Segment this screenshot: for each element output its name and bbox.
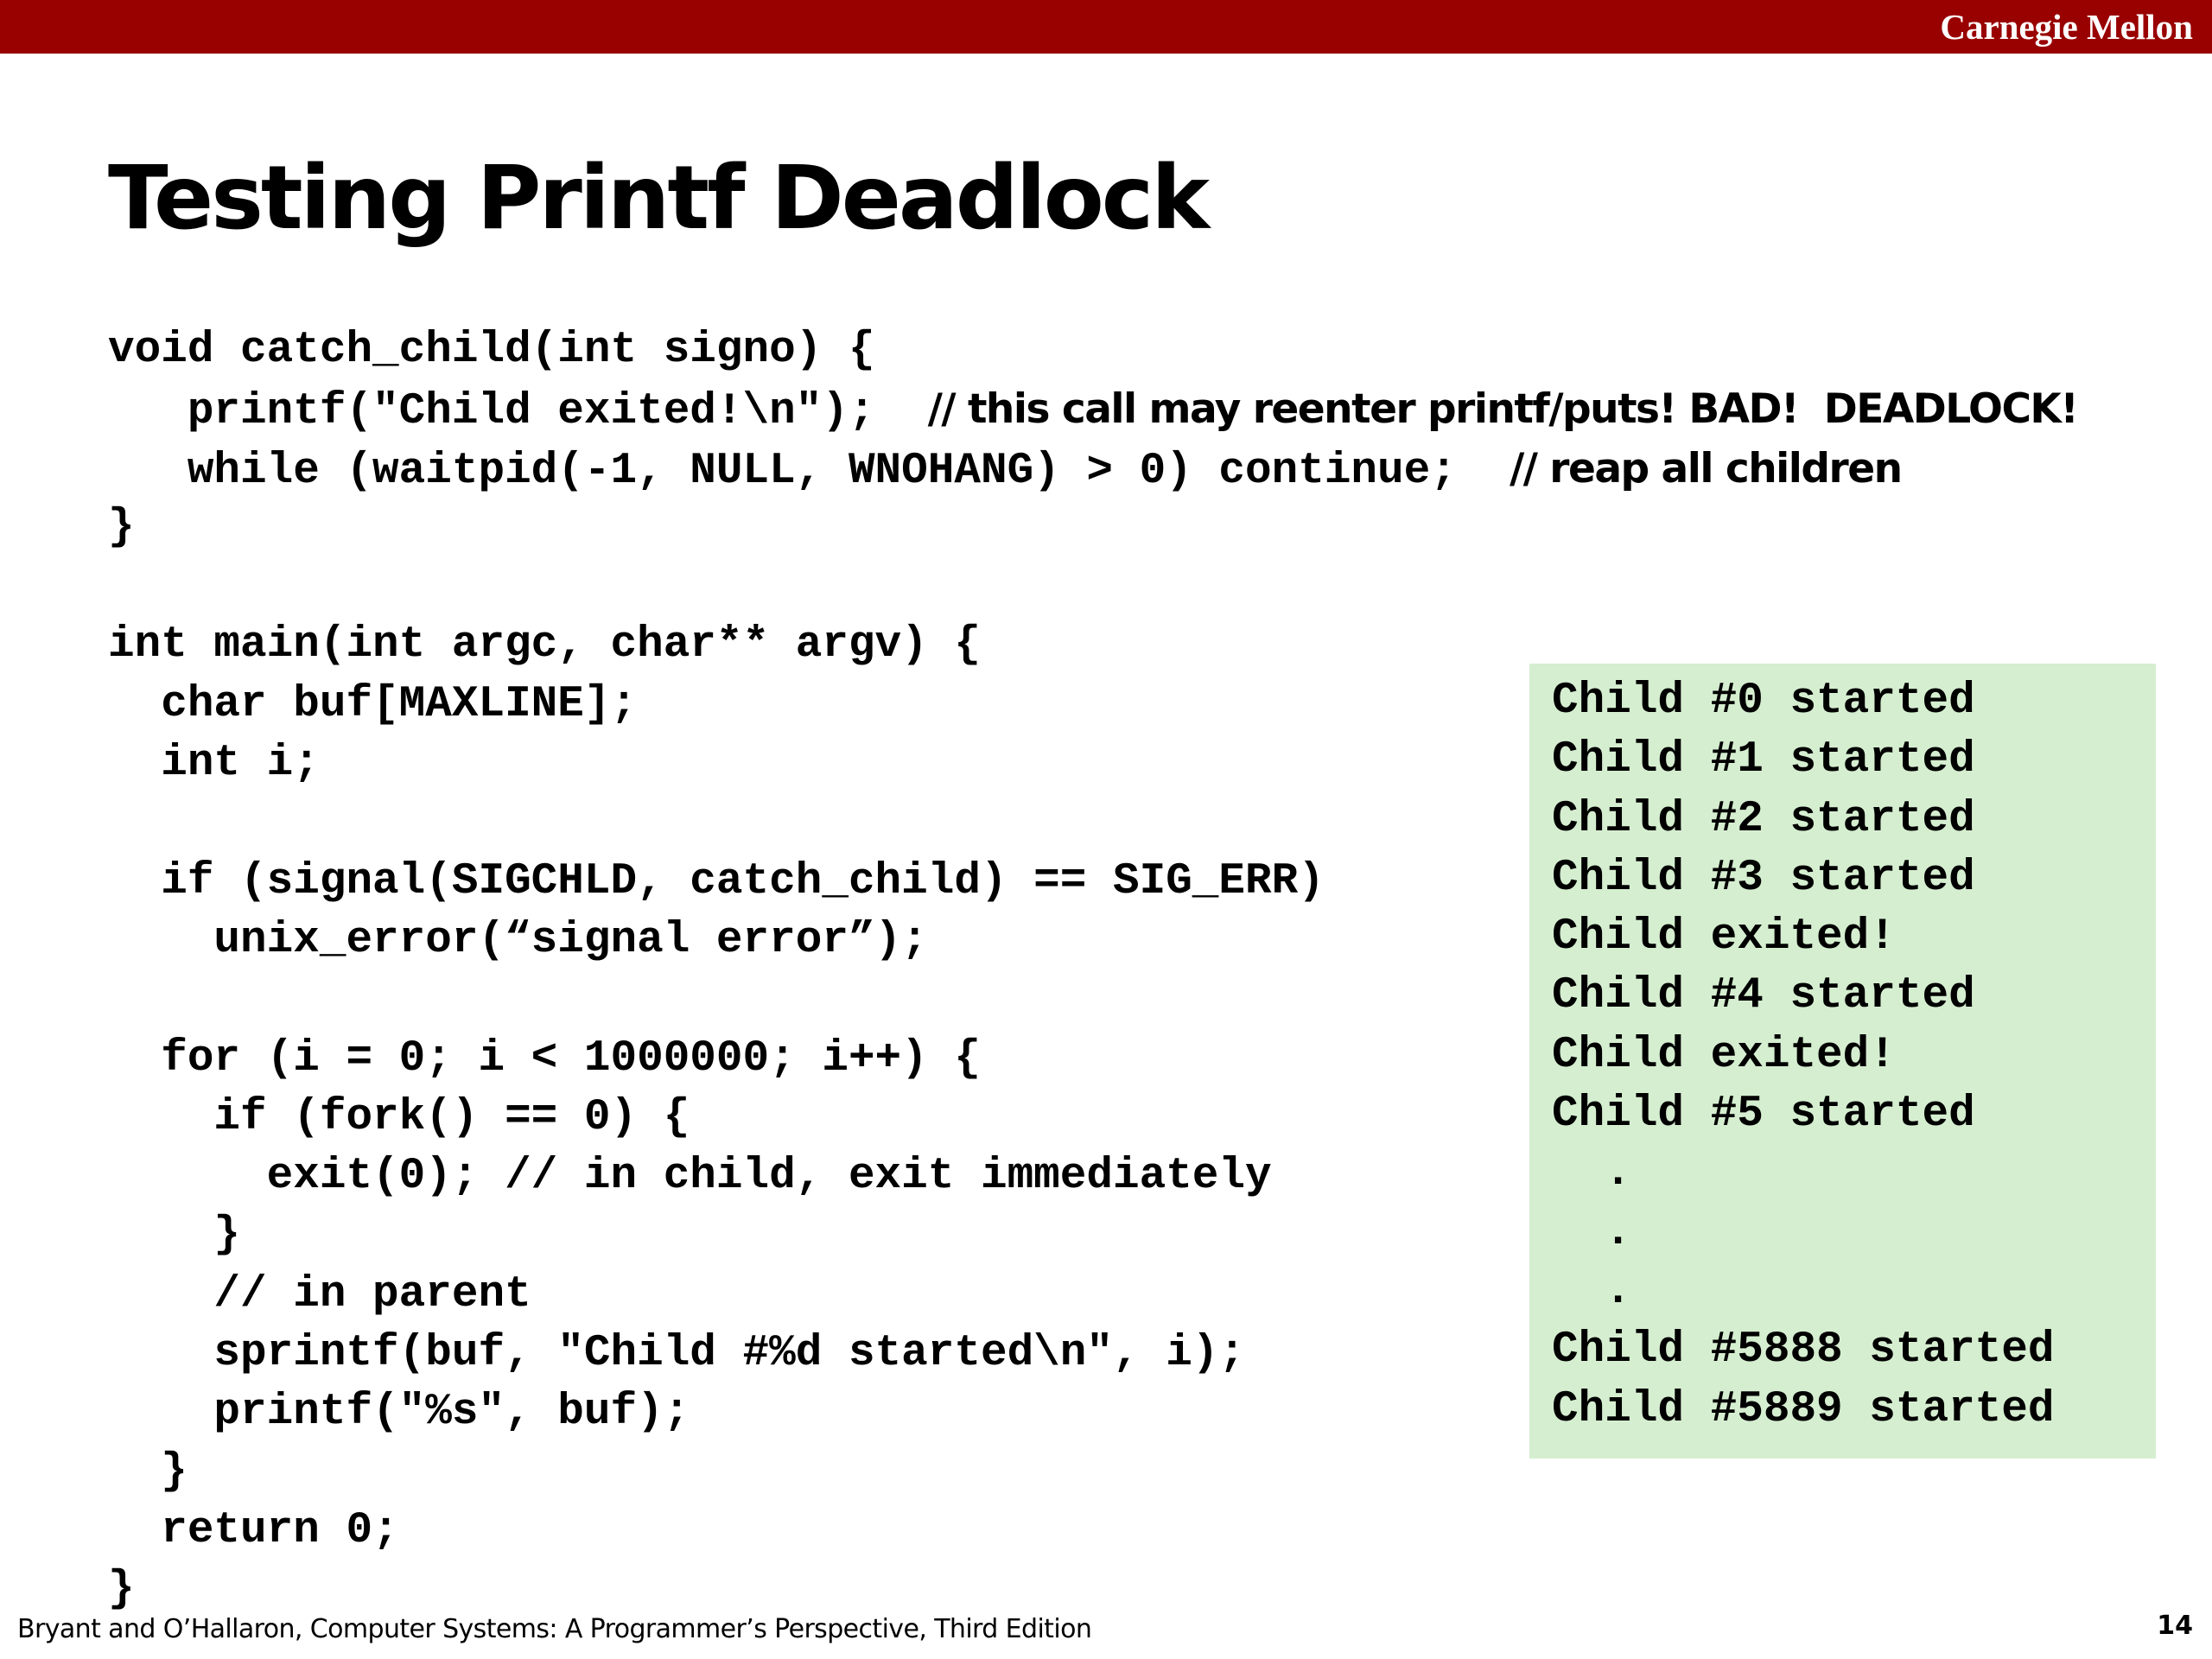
code-line	[108, 557, 2077, 616]
output-line: Child exited!	[1552, 912, 1896, 963]
code-text: }	[108, 1446, 188, 1497]
output-line: Child #1 started	[1552, 735, 1975, 785]
code-text: unix_error(“signal error”);	[108, 915, 928, 965]
program-output	[1552, 672, 2055, 1440]
code-text: }	[108, 1211, 241, 1261]
code-text: for (i = 0; i < 1000000; i++) {	[108, 1033, 981, 1084]
output-line: .	[1552, 1148, 1631, 1198]
code-text: }	[108, 502, 135, 552]
code-text: if (signal(SIGCHLD, catch_child) == SIG_ERR)	[108, 856, 1325, 906]
output-line: Child #0 started	[1552, 677, 1975, 726]
footer-citation: Bryant and O’Hallaron, Computer Systems: A Programmer’s Perspective, Third Edition	[17, 1614, 1092, 1644]
code-text: int main(int argc, char** argv) {	[108, 620, 981, 671]
code-text: }	[108, 1565, 135, 1615]
code-text: printf("Child exited!\n");	[108, 387, 928, 437]
code-line	[108, 440, 2077, 499]
program-output-panel	[1529, 664, 2156, 1459]
code-comment: // this call may reenter printf/puts! BAD! DEADLOCK!	[927, 385, 2078, 434]
slide-title: Testing Printf Deadlock	[108, 147, 1208, 250]
code-text: int i;	[108, 739, 320, 789]
code-text: exit(0); // in child, exit immediately	[108, 1152, 1272, 1202]
output-line: Child #5888 started	[1552, 1325, 2055, 1376]
code-line	[108, 1560, 2077, 1619]
code-text: char buf[MAXLINE];	[108, 679, 638, 729]
code-text: if (fork() == 0) {	[108, 1092, 690, 1142]
output-line: Child #5 started	[1552, 1090, 1975, 1140]
output-line: .	[1552, 1207, 1631, 1257]
code-text: // in parent	[108, 1269, 531, 1319]
output-line: .	[1552, 1266, 1631, 1316]
code-text: return 0;	[108, 1505, 399, 1555]
code-line	[108, 380, 2077, 439]
code-text: sprintf(buf, "Child #%d started\n", i);	[108, 1329, 1246, 1379]
code-text: void catch_child(int signo) {	[108, 326, 875, 375]
brand-logo-text: Carnegie Mellon	[1940, 7, 2193, 47]
code-comment: // reap all children	[1510, 444, 1902, 493]
page-number: 14	[2157, 1611, 2193, 1641]
code-text: printf("%s", buf);	[108, 1388, 690, 1438]
header-bar	[0, 0, 2212, 54]
code-line	[108, 499, 2077, 557]
code-line	[108, 321, 2077, 380]
output-line: Child exited!	[1552, 1030, 1896, 1080]
output-line: Child #4 started	[1552, 971, 1975, 1021]
code-text: while (waitpid(-1, NULL, WNOHANG) > 0) continue;	[108, 446, 1510, 496]
code-line	[108, 1502, 2077, 1560]
output-line: Child #2 started	[1552, 794, 1975, 844]
output-line: Child #3 started	[1552, 853, 1975, 903]
output-line: Child #5889 started	[1552, 1384, 2055, 1434]
